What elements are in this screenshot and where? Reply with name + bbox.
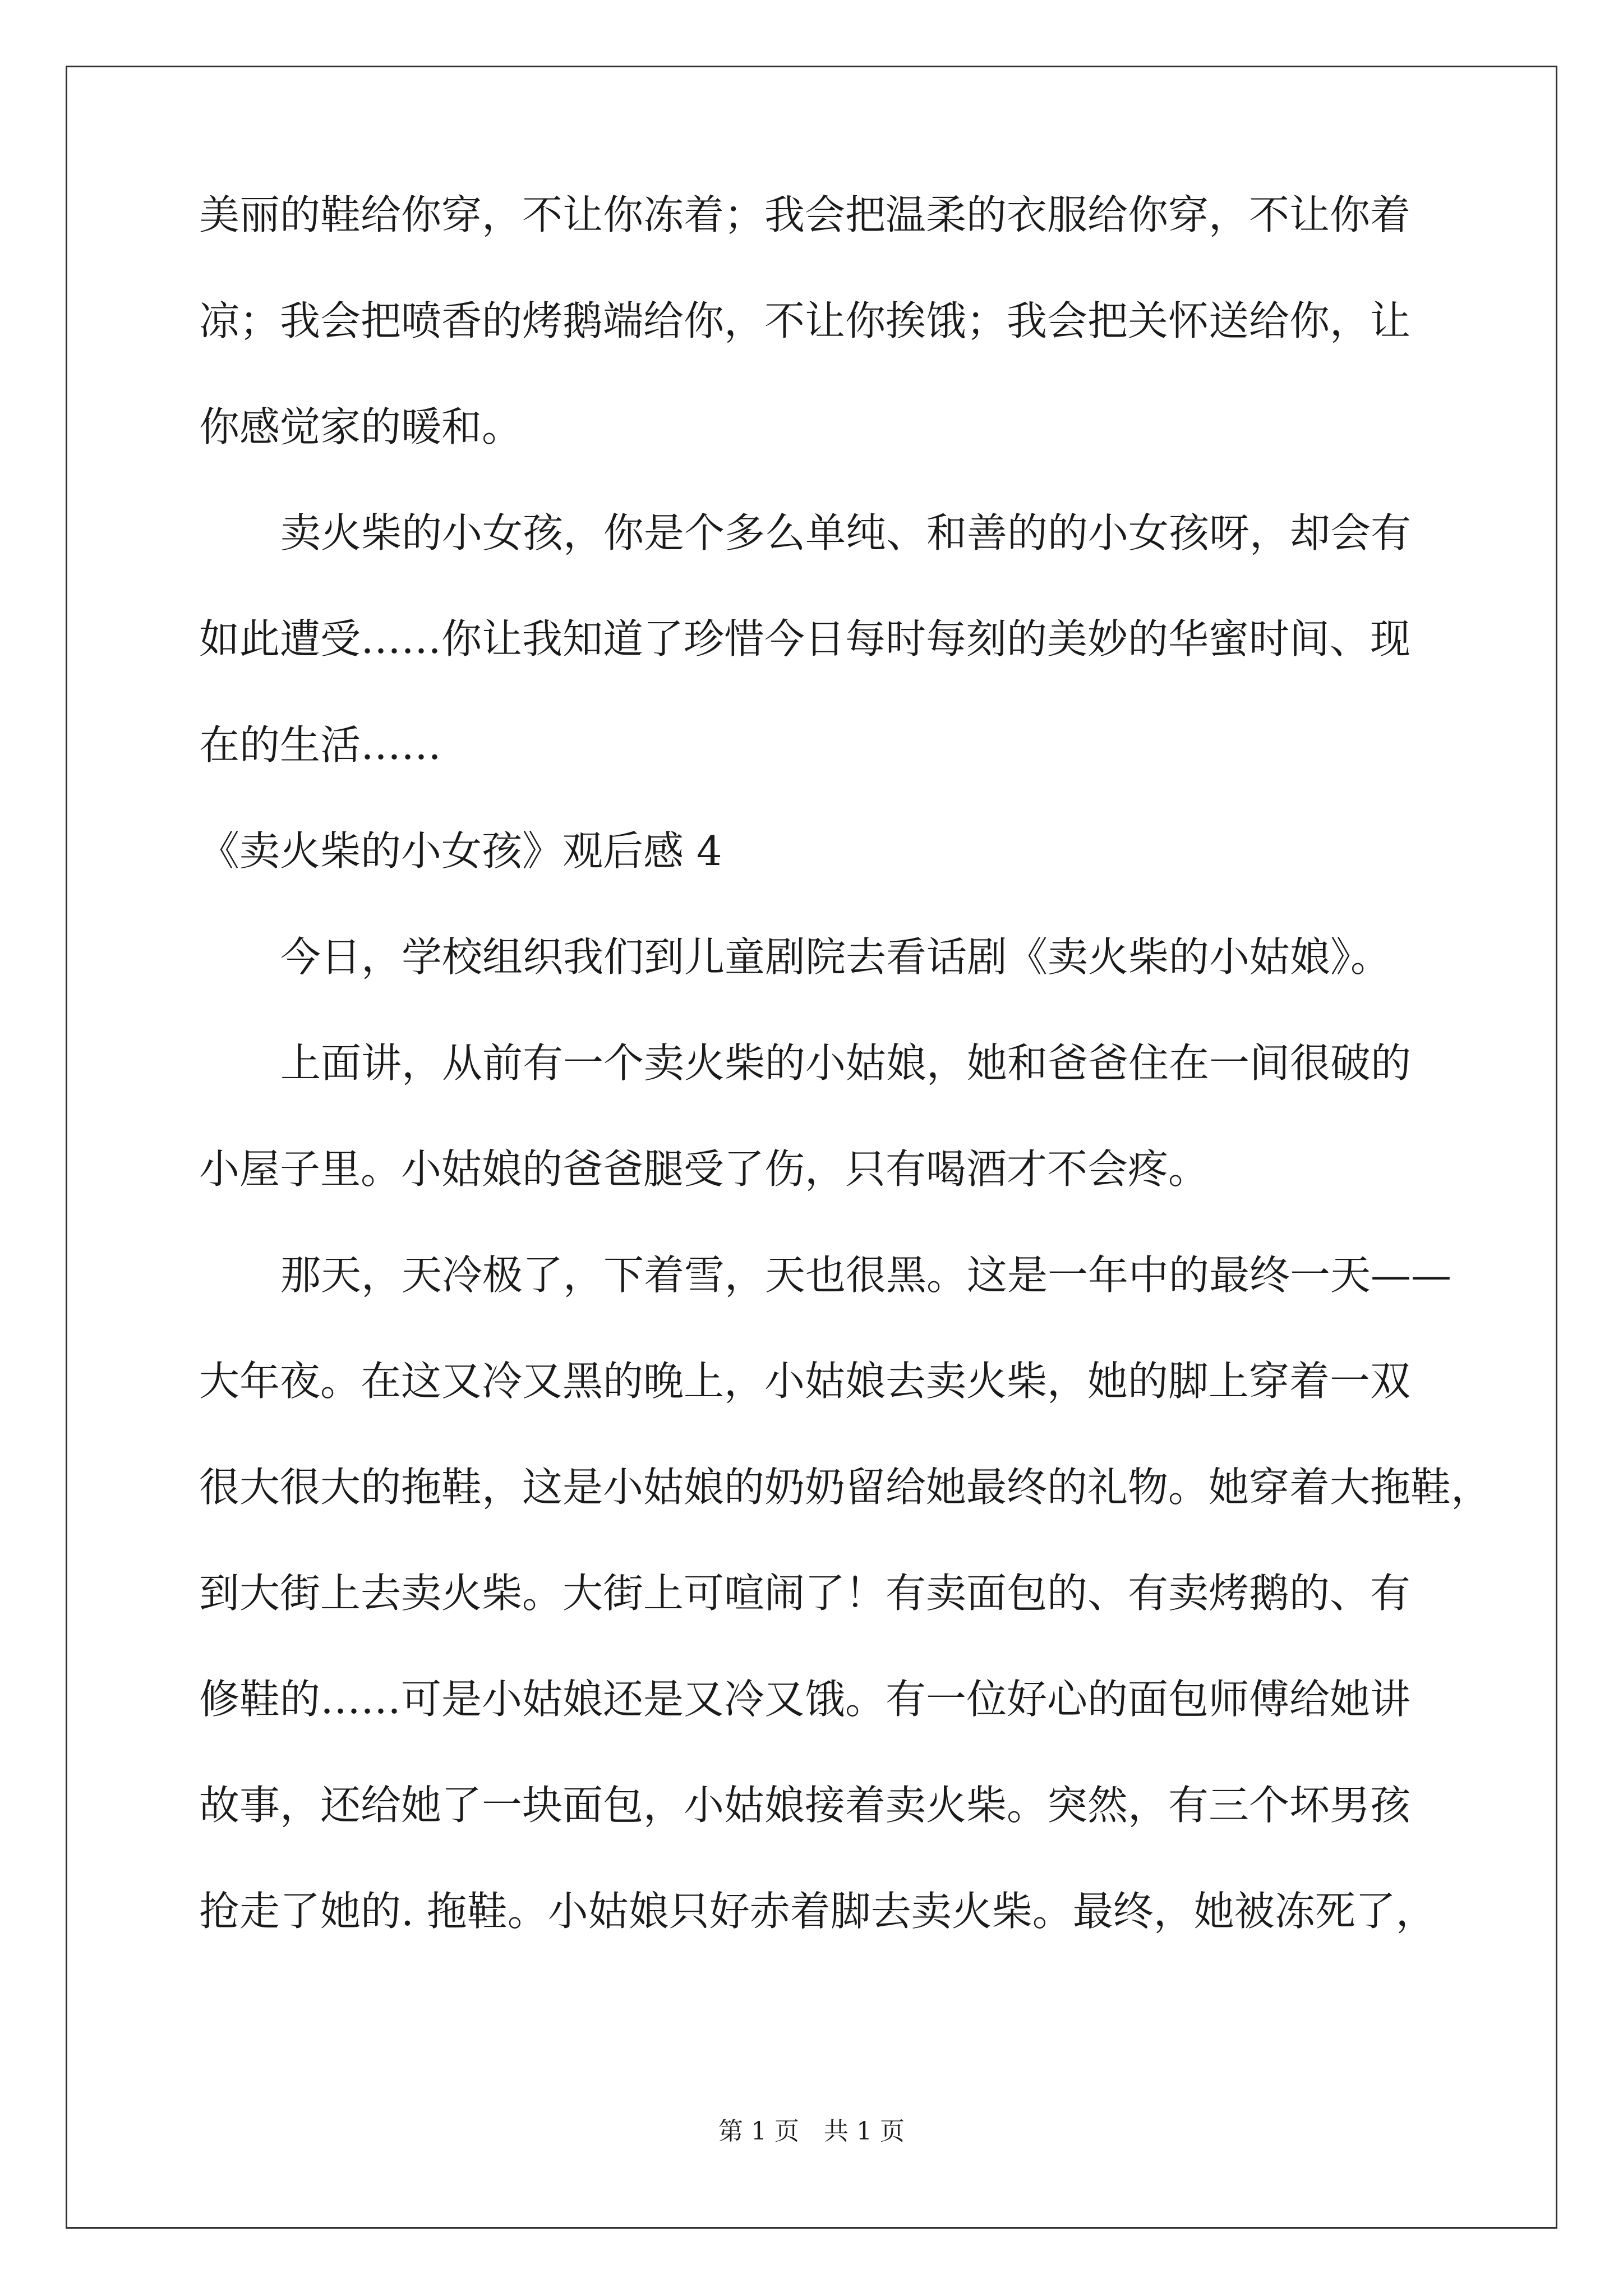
text-line: 凉；我会把喷香的烤鹅端给你，不让你挨饿；我会把关怀送给你，让 <box>199 297 1411 344</box>
section-heading: 《卖火柴的小女孩》观后感 4 <box>199 827 722 875</box>
text-line: 到大街上去卖火柴。大街上可喧闹了！有卖面包的、有卖烤鹅的、有 <box>199 1570 1411 1617</box>
paragraph-first-line: 今日，学校组织我们到儿童剧院去看话剧《卖火柴的小姑娘》。 <box>280 933 1391 981</box>
paragraph-first-line: 上面讲，从前有一个卖火柴的小姑娘，她和爸爸住在一间很破的 <box>280 1039 1412 1087</box>
text-line: 修鞋的……可是小姑娘还是又冷又饿。有一位好心的面包师傅给她讲 <box>199 1676 1411 1723</box>
paragraph-first-line: 卖火柴的小女孩，你是个多么单纯、和善的的小女孩呀，却会有 <box>280 509 1412 556</box>
text-line: 在的生活…… <box>199 721 442 769</box>
text-line: 美丽的鞋给你穿，不让你冻着；我会把温柔的衣服给你穿，不让你着 <box>199 191 1411 238</box>
text-line: 抢走了她的. 拖鞋。小姑娘只好赤着脚去卖火柴。最终，她被冻死了， <box>199 1888 1436 1935</box>
text-line: 小屋子里。小姑娘的爸爸腿受了伤，只有喝酒才不会疼。 <box>199 1145 1209 1193</box>
paragraph-first-line: 那天，天冷极了，下着雪，天也很黑。这是一年中的最终一天—— <box>280 1251 1452 1299</box>
text-line: 故事，还给她了一块面包，小姑娘接着卖火柴。突然，有三个坏男孩 <box>199 1782 1411 1829</box>
page-footer: 第 1 页 共 1 页 <box>718 2117 905 2146</box>
text-line: 如此遭受……你让我知道了珍惜今日每时每刻的美妙的华蜜时间、现 <box>199 615 1411 662</box>
text-line: 很大很大的拖鞋，这是小姑娘的奶奶留给她最终的礼物。她穿着大拖鞋， <box>199 1464 1492 1511</box>
text-line: 大年夜。在这又冷又黑的晚上，小姑娘去卖火柴，她的脚上穿着一双 <box>199 1358 1411 1405</box>
text-line: 你感觉家的暖和。 <box>199 403 523 450</box>
